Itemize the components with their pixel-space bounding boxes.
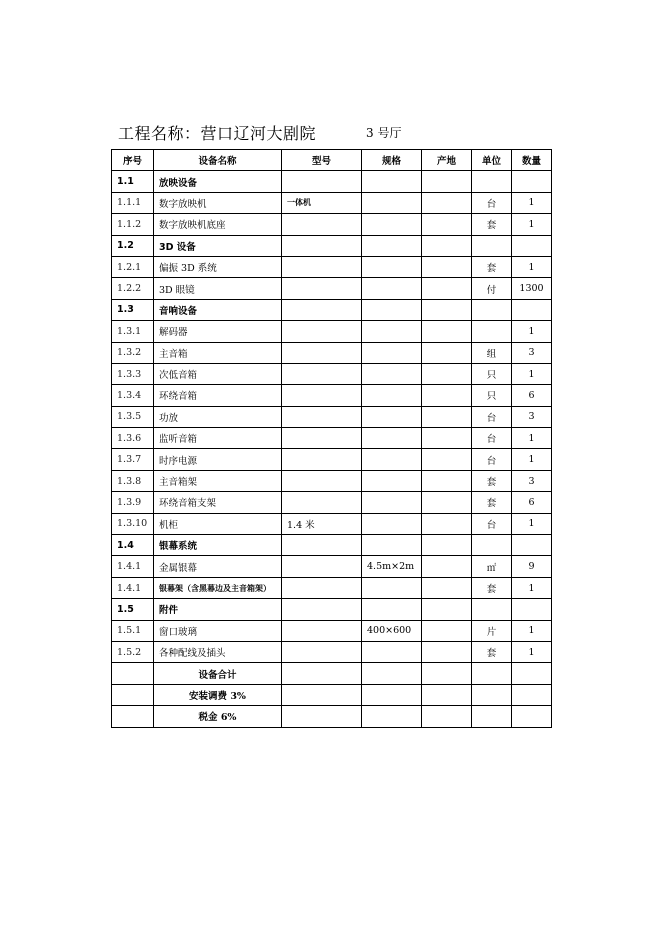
- item-model: [282, 342, 362, 363]
- item-qty: 1: [512, 513, 552, 534]
- item-origin: [422, 513, 472, 534]
- section-empty: [512, 171, 552, 192]
- section-empty: [472, 235, 512, 256]
- item-qty: 1: [512, 577, 552, 598]
- item-unit: 付: [472, 278, 512, 299]
- section-no: 1.3: [112, 299, 154, 320]
- item-spec: 400×600: [362, 620, 422, 641]
- total-empty: [512, 706, 552, 727]
- item-origin: [422, 385, 472, 406]
- section-empty: [362, 535, 422, 556]
- item-no: 1.3.3: [112, 363, 154, 384]
- item-qty: 9: [512, 556, 552, 577]
- item-unit: 片: [472, 620, 512, 641]
- item-unit: 套: [472, 641, 512, 662]
- item-name: 主音箱架: [154, 470, 282, 491]
- item-spec: [362, 363, 422, 384]
- section-no: 1.4: [112, 535, 154, 556]
- section-empty: [422, 299, 472, 320]
- table-row: [112, 256, 552, 277]
- item-model: [282, 214, 362, 235]
- item-qty: 1: [512, 321, 552, 342]
- table-row: [112, 641, 552, 662]
- item-no: 1.3.5: [112, 406, 154, 427]
- hall-label: 3 号厅: [366, 126, 402, 140]
- total-row: [112, 706, 552, 727]
- item-unit: ㎡: [472, 556, 512, 577]
- header-model: 型号: [282, 150, 362, 171]
- item-origin: [422, 620, 472, 641]
- total-empty: [112, 706, 154, 727]
- item-model: [282, 577, 362, 598]
- section-empty: [362, 299, 422, 320]
- item-unit: 套: [472, 470, 512, 491]
- item-qty: 1: [512, 428, 552, 449]
- item-spec: [362, 449, 422, 470]
- table-row: [112, 363, 552, 384]
- item-no: 1.4.1: [112, 577, 154, 598]
- item-no: 1.3.8: [112, 470, 154, 491]
- section-empty: [282, 299, 362, 320]
- item-origin: [422, 492, 472, 513]
- section-empty: [472, 599, 512, 620]
- total-empty: [112, 663, 154, 684]
- item-unit: 套: [472, 492, 512, 513]
- item-origin: [422, 278, 472, 299]
- table-row: [112, 449, 552, 470]
- total-label: 安装调费 3%: [154, 684, 282, 705]
- item-name: 数字放映机底座: [154, 214, 282, 235]
- item-origin: [422, 214, 472, 235]
- item-spec: [362, 470, 422, 491]
- item-name: 偏振 3D 系统: [154, 256, 282, 277]
- total-empty: [362, 684, 422, 705]
- table-row: [112, 214, 552, 235]
- item-model: [282, 641, 362, 662]
- section-name: 放映设备: [154, 171, 282, 192]
- section-empty: [422, 235, 472, 256]
- table-row: [112, 342, 552, 363]
- total-empty: [472, 684, 512, 705]
- section-row: [112, 235, 552, 256]
- total-empty: [282, 684, 362, 705]
- item-qty: 1: [512, 363, 552, 384]
- item-model: 一体机: [282, 192, 362, 213]
- total-label: 设备合计: [154, 663, 282, 684]
- header-unit: 单位: [472, 150, 512, 171]
- item-no: 1.3.9: [112, 492, 154, 513]
- item-unit: 套: [472, 256, 512, 277]
- table-row: [112, 470, 552, 491]
- item-model: 1.4 米: [282, 513, 362, 534]
- item-spec: [362, 577, 422, 598]
- item-unit: 只: [472, 385, 512, 406]
- item-qty: 1300: [512, 278, 552, 299]
- table-row: [112, 321, 552, 342]
- item-model: [282, 278, 362, 299]
- item-qty: 1: [512, 449, 552, 470]
- item-name: 主音箱: [154, 342, 282, 363]
- item-no: 1.5.2: [112, 641, 154, 662]
- section-empty: [282, 599, 362, 620]
- item-name: 环绕音箱支架: [154, 492, 282, 513]
- item-name: 数字放映机: [154, 192, 282, 213]
- item-name: 窗口玻璃: [154, 620, 282, 641]
- total-row: [112, 663, 552, 684]
- item-model: [282, 406, 362, 427]
- item-no: 1.3.1: [112, 321, 154, 342]
- total-empty: [422, 663, 472, 684]
- section-name: 银幕系统: [154, 535, 282, 556]
- item-unit: 台: [472, 449, 512, 470]
- item-qty: 1: [512, 641, 552, 662]
- item-origin: [422, 428, 472, 449]
- item-model: [282, 556, 362, 577]
- item-qty: 6: [512, 385, 552, 406]
- section-empty: [422, 171, 472, 192]
- item-name: 次低音箱: [154, 363, 282, 384]
- section-empty: [362, 599, 422, 620]
- item-spec: [362, 321, 422, 342]
- item-unit: 台: [472, 428, 512, 449]
- section-no: 1.5: [112, 599, 154, 620]
- item-no: 1.2.2: [112, 278, 154, 299]
- item-no: 1.1.2: [112, 214, 154, 235]
- item-origin: [422, 342, 472, 363]
- table-row: [112, 556, 552, 577]
- item-no: 1.4.1: [112, 556, 154, 577]
- total-empty: [512, 684, 552, 705]
- item-spec: [362, 278, 422, 299]
- total-empty: [112, 684, 154, 705]
- item-spec: [362, 385, 422, 406]
- item-qty: 1: [512, 192, 552, 213]
- item-origin: [422, 192, 472, 213]
- table-row: [112, 577, 552, 598]
- section-row: [112, 535, 552, 556]
- item-no: 1.3.10: [112, 513, 154, 534]
- item-name: 银幕架（含黑幕边及主音箱架）: [154, 577, 282, 598]
- section-no: 1.1: [112, 171, 154, 192]
- total-empty: [422, 706, 472, 727]
- item-name: 3D 眼镜: [154, 278, 282, 299]
- section-empty: [512, 535, 552, 556]
- item-no: 1.3.6: [112, 428, 154, 449]
- section-empty: [512, 235, 552, 256]
- total-empty: [362, 663, 422, 684]
- table-row: [112, 428, 552, 449]
- total-empty: [282, 706, 362, 727]
- item-unit: 组: [472, 342, 512, 363]
- item-model: [282, 363, 362, 384]
- section-empty: [472, 535, 512, 556]
- section-no: 1.2: [112, 235, 154, 256]
- total-label: 税金 6%: [154, 706, 282, 727]
- item-name: 监听音箱: [154, 428, 282, 449]
- section-row: [112, 171, 552, 192]
- header-name: 设备名称: [154, 150, 282, 171]
- total-empty: [282, 663, 362, 684]
- item-no: 1.5.1: [112, 620, 154, 641]
- section-name: 3D 设备: [154, 235, 282, 256]
- table-row: [112, 620, 552, 641]
- item-origin: [422, 470, 472, 491]
- item-origin: [422, 256, 472, 277]
- item-model: [282, 470, 362, 491]
- item-unit: 台: [472, 192, 512, 213]
- item-unit: 套: [472, 577, 512, 598]
- section-empty: [362, 171, 422, 192]
- table-row: [112, 278, 552, 299]
- item-qty: 1: [512, 214, 552, 235]
- item-qty: 3: [512, 470, 552, 491]
- item-model: [282, 620, 362, 641]
- header-origin: 产地: [422, 150, 472, 171]
- total-empty: [362, 706, 422, 727]
- item-qty: 1: [512, 620, 552, 641]
- item-qty: 1: [512, 256, 552, 277]
- table-row: [112, 406, 552, 427]
- item-no: 1.3.7: [112, 449, 154, 470]
- section-empty: [512, 599, 552, 620]
- item-origin: [422, 321, 472, 342]
- total-empty: [422, 684, 472, 705]
- item-qty: 3: [512, 342, 552, 363]
- item-qty: 3: [512, 406, 552, 427]
- table-row: [112, 192, 552, 213]
- item-origin: [422, 641, 472, 662]
- section-empty: [362, 235, 422, 256]
- section-name: 附件: [154, 599, 282, 620]
- item-spec: [362, 492, 422, 513]
- total-empty: [472, 706, 512, 727]
- item-spec: [362, 192, 422, 213]
- item-name: 机柜: [154, 513, 282, 534]
- item-name: 金属银幕: [154, 556, 282, 577]
- item-name: 功放: [154, 406, 282, 427]
- section-empty: [282, 535, 362, 556]
- item-spec: [362, 513, 422, 534]
- table-row: [112, 385, 552, 406]
- equipment-table: [111, 149, 552, 728]
- section-row: [112, 299, 552, 320]
- item-spec: [362, 256, 422, 277]
- item-unit: 台: [472, 406, 512, 427]
- section-empty: [472, 299, 512, 320]
- item-name: 各种配线及插头: [154, 641, 282, 662]
- item-origin: [422, 577, 472, 598]
- total-empty: [512, 663, 552, 684]
- section-empty: [472, 171, 512, 192]
- item-unit: [472, 321, 512, 342]
- item-model: [282, 428, 362, 449]
- item-origin: [422, 449, 472, 470]
- item-no: 1.1.1: [112, 192, 154, 213]
- item-unit: 只: [472, 363, 512, 384]
- header-spec: 规格: [362, 150, 422, 171]
- header-qty: 数量: [512, 150, 552, 171]
- table-row: [112, 513, 552, 534]
- item-origin: [422, 556, 472, 577]
- item-model: [282, 256, 362, 277]
- item-origin: [422, 363, 472, 384]
- item-unit: 套: [472, 214, 512, 235]
- item-no: 1.3.4: [112, 385, 154, 406]
- item-no: 1.3.2: [112, 342, 154, 363]
- section-empty: [512, 299, 552, 320]
- item-spec: [362, 406, 422, 427]
- section-empty: [282, 235, 362, 256]
- section-empty: [422, 599, 472, 620]
- header-no: 序号: [112, 150, 154, 171]
- section-empty: [422, 535, 472, 556]
- item-model: [282, 385, 362, 406]
- section-name: 音响设备: [154, 299, 282, 320]
- section-row: [112, 599, 552, 620]
- item-spec: [362, 641, 422, 662]
- project-title: 工程名称：营口辽河大剧院: [118, 124, 317, 143]
- item-name: 解码器: [154, 321, 282, 342]
- section-empty: [282, 171, 362, 192]
- item-spec: [362, 214, 422, 235]
- table-header-row: [112, 150, 552, 171]
- total-empty: [472, 663, 512, 684]
- item-spec: 4.5m×2m: [362, 556, 422, 577]
- item-spec: [362, 342, 422, 363]
- item-qty: 6: [512, 492, 552, 513]
- item-name: 时序电源: [154, 449, 282, 470]
- table-row: [112, 492, 552, 513]
- item-unit: 台: [472, 513, 512, 534]
- item-name: 环绕音箱: [154, 385, 282, 406]
- item-no: 1.2.1: [112, 256, 154, 277]
- item-spec: [362, 428, 422, 449]
- item-model: [282, 449, 362, 470]
- item-model: [282, 321, 362, 342]
- item-origin: [422, 406, 472, 427]
- item-model: [282, 492, 362, 513]
- total-row: [112, 684, 552, 705]
